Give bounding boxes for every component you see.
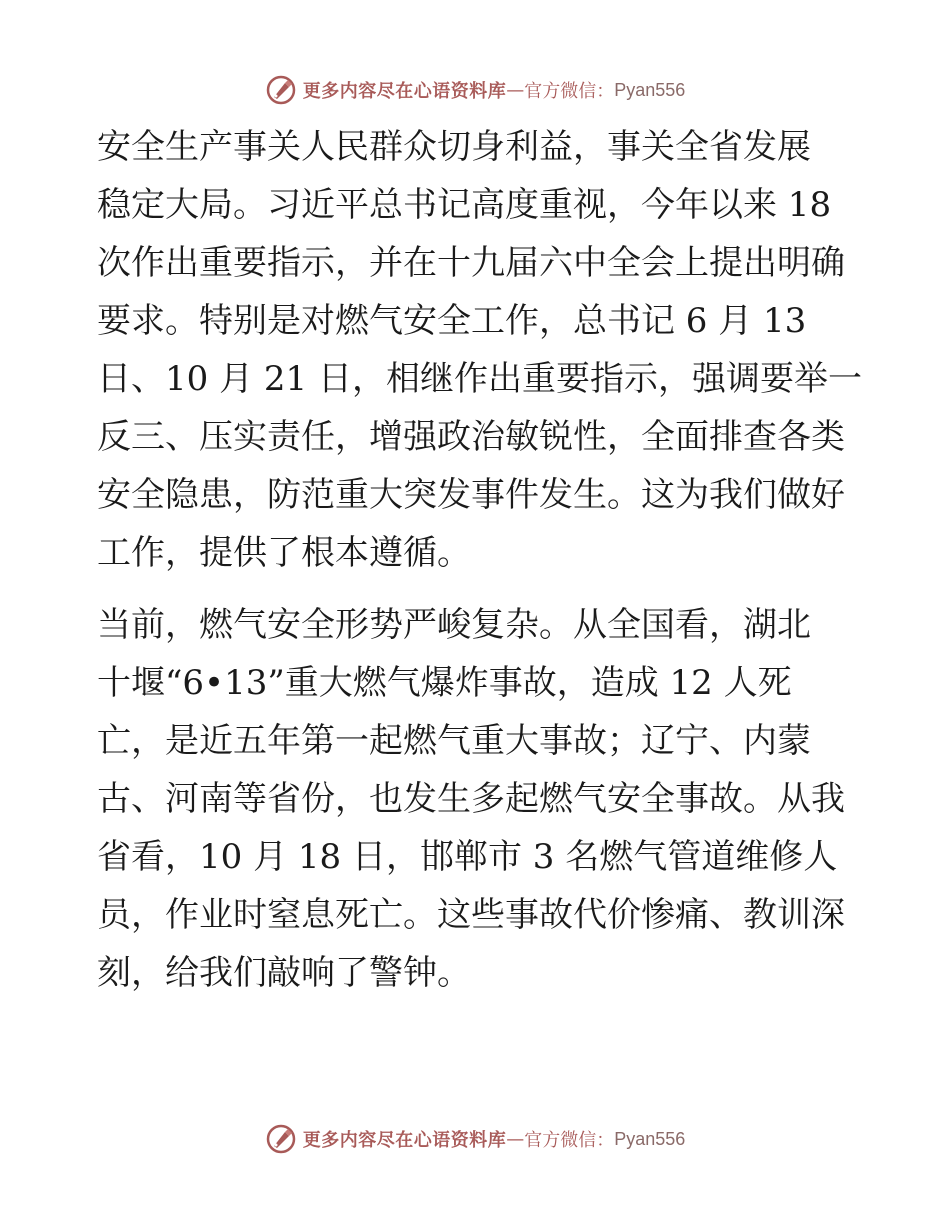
watermark-text: 更多内容尽在心语资料库 [302, 1130, 507, 1151]
paragraph-2 [97, 596, 857, 1002]
text-line: 工作，提供了根本遵循。 [97, 533, 471, 573]
text-line: 次作出重要指示，并在十九届六中全会上提出明确 [97, 243, 845, 283]
text-line: 稳定大局。习近平总书记高度重视，今年以来 18 [97, 185, 832, 225]
watermark-text: 更多内容尽在心语资料库 [302, 81, 507, 102]
pen-nib-circle-icon [265, 74, 297, 106]
watermark-label: 官方微信： [524, 81, 615, 102]
text-line: 当前，燃气安全形势严峻复杂。从全国看，湖北 [97, 605, 811, 645]
text-line: 古、河南等省份，也发生多起燃气安全事故。从我 [97, 779, 845, 819]
watermark-dash: — [506, 1128, 525, 1150]
watermark-label: 官方微信： [524, 1130, 615, 1151]
text-line: 反三、压实责任，增强政治敏锐性，全面排查各类 [97, 417, 845, 457]
text-line: 员，作业时窒息死亡。这些事故代价惨痛、教训深 [97, 895, 845, 935]
text-line: 安全隐患，防范重大突发事件发生。这为我们做好 [97, 475, 845, 515]
text-line: 刻，给我们敲响了警钟。 [97, 953, 471, 993]
paragraph-1 [97, 118, 862, 582]
watermark-id: Pyan556 [614, 1128, 686, 1149]
footer-watermark [0, 1122, 950, 1156]
text-line: 省看，10 月 18 日，邯郸市 3 名燃气管道维修人 [97, 837, 838, 877]
watermark-dash: — [506, 79, 525, 101]
text-line: 日、10 月 21 日，相继作出重要指示，强调要举一 [97, 359, 862, 399]
text-line: 十堰“6•13”重大燃气爆炸事故，造成 12 人死 [97, 663, 792, 703]
text-line: 要求。特别是对燃气安全工作，总书记 6 月 13 [97, 301, 807, 341]
text-line: 安全生产事关人民群众切身利益，事关全省发展 [97, 127, 811, 167]
header-watermark [0, 73, 950, 107]
watermark-id: Pyan556 [614, 79, 686, 100]
text-line: 亡，是近五年第一起燃气重大事故；辽宁、内蒙 [97, 721, 811, 761]
document-body [97, 118, 862, 1002]
pen-nib-circle-icon [265, 1123, 297, 1155]
